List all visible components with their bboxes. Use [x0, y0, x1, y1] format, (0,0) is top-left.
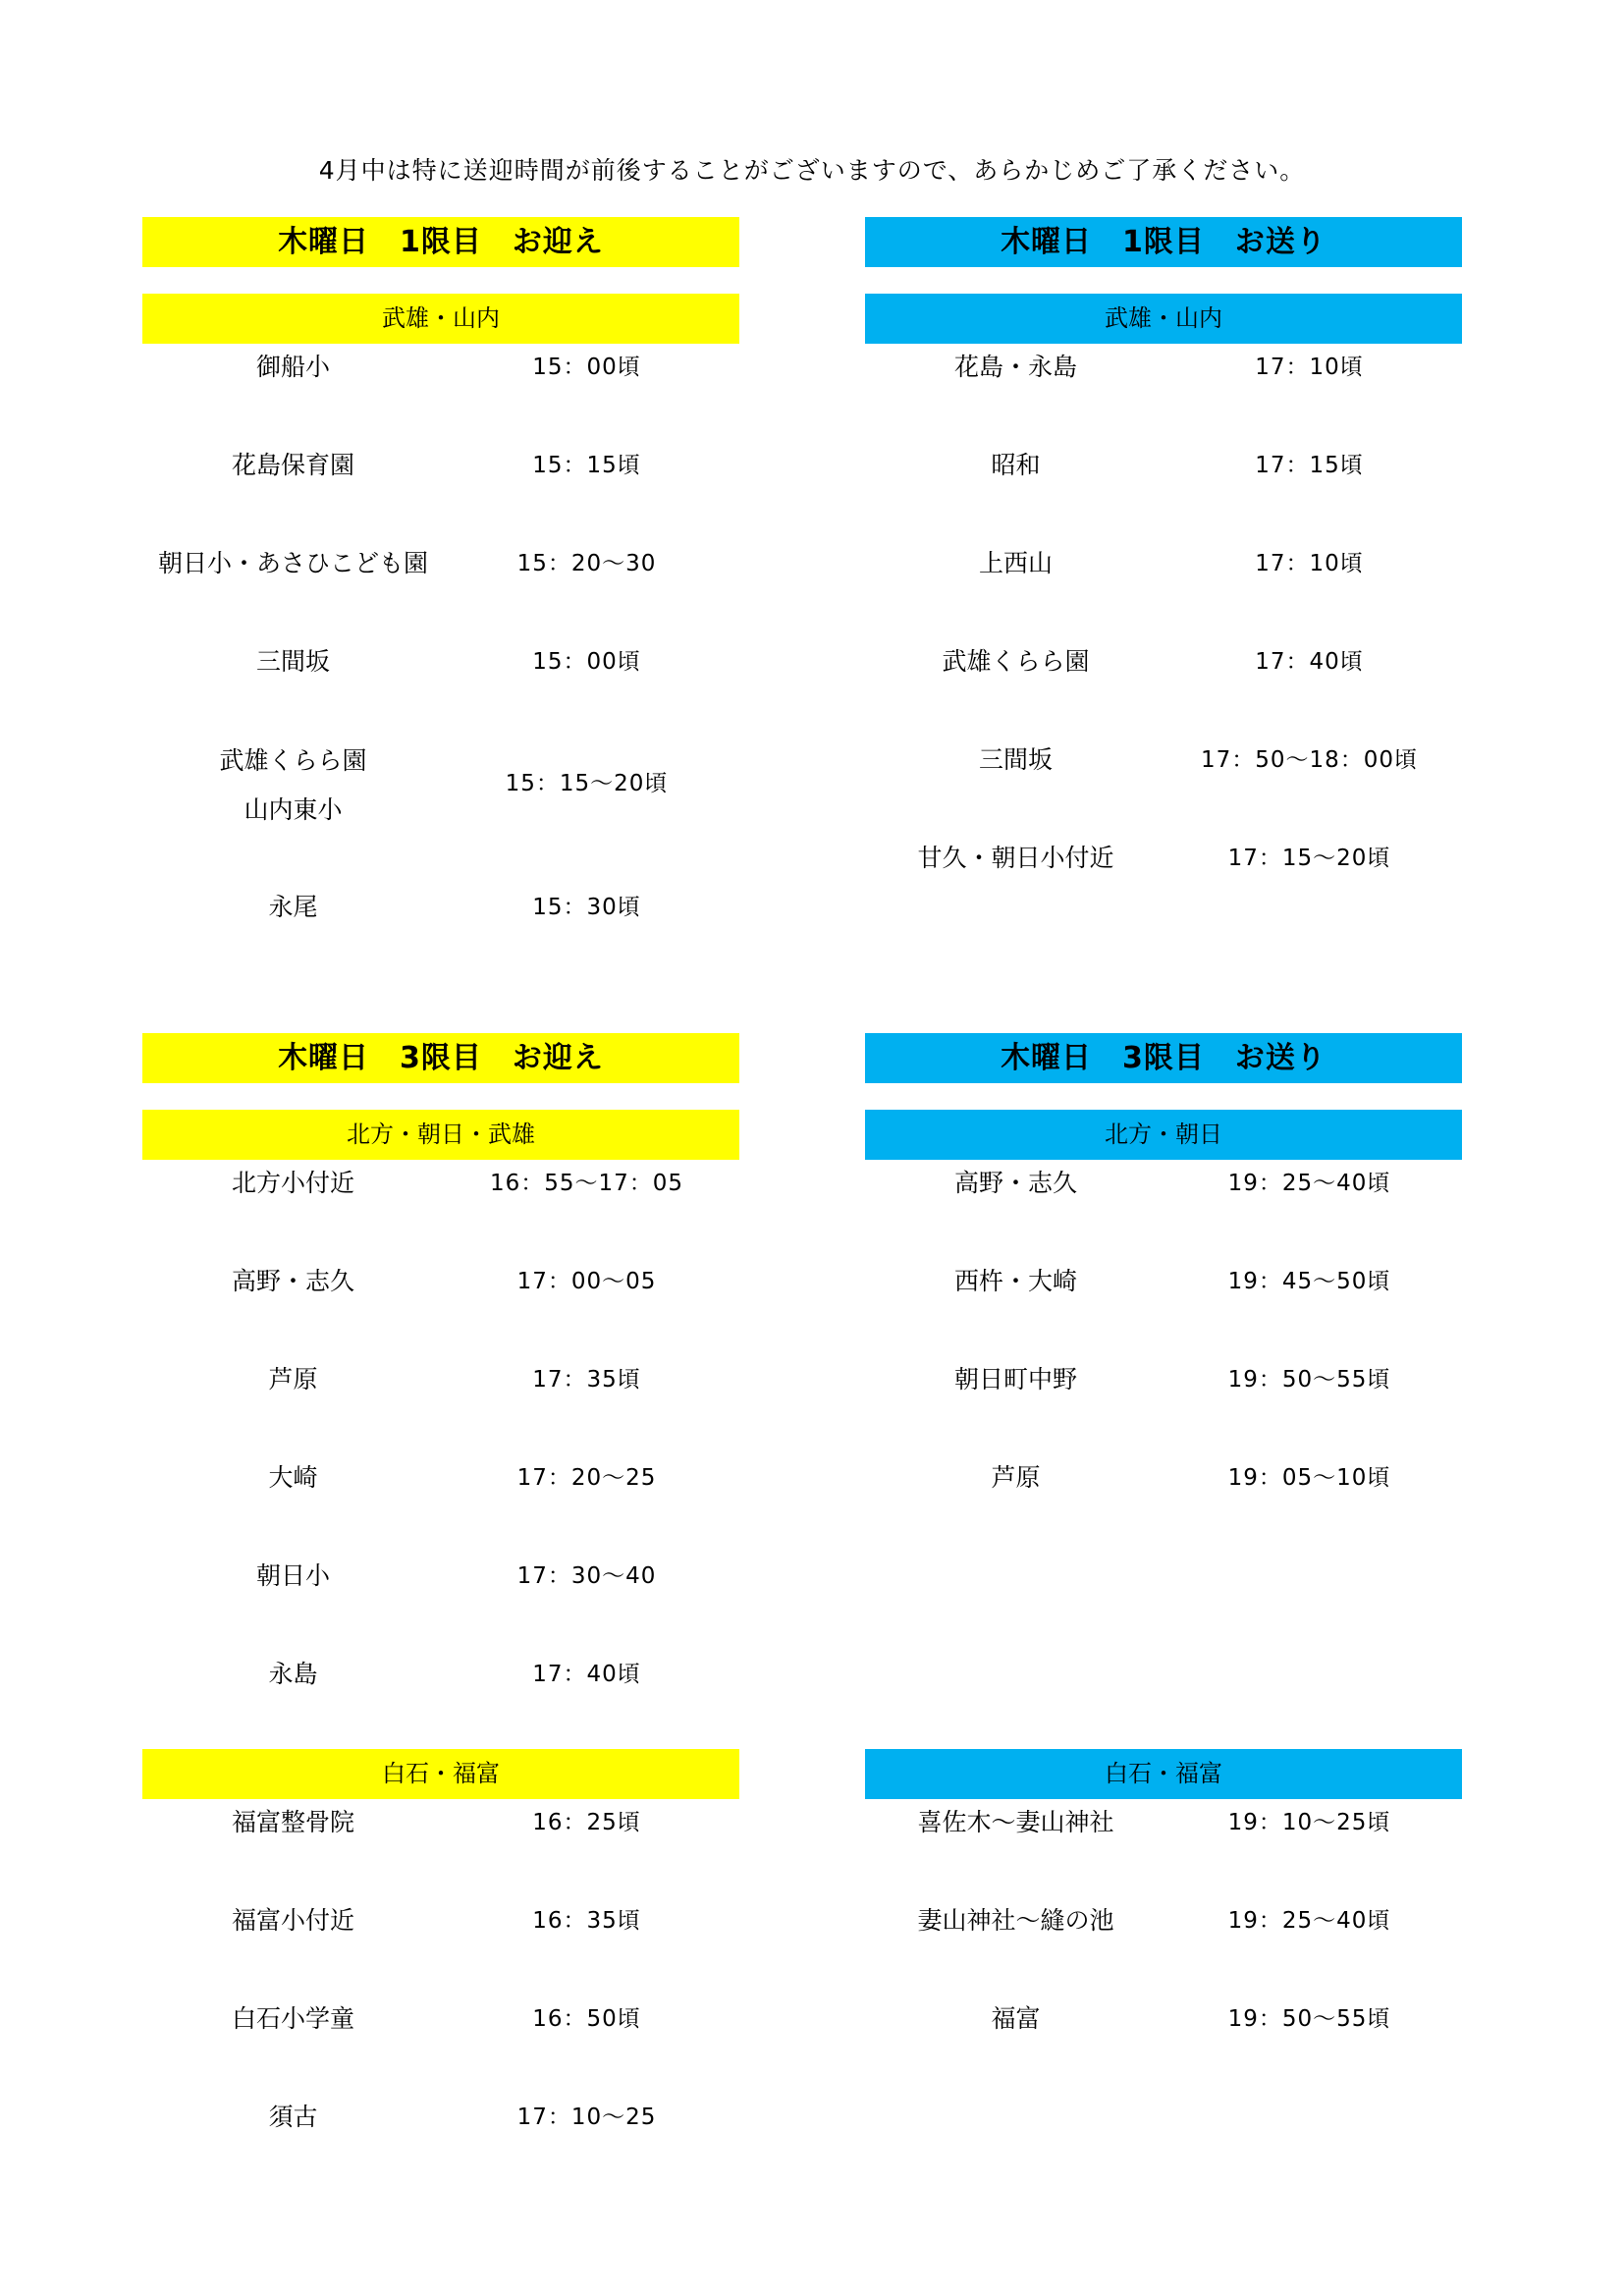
stop-time: 17：10～25: [516, 2105, 657, 2130]
stop-name: 芦原: [991, 1463, 1041, 1492]
stop-time: 19：05～10頃: [1227, 1465, 1391, 1491]
stop-time: 19：25～40頃: [1227, 1171, 1391, 1196]
stop-name: 高野・志久: [231, 1267, 354, 1295]
stop-name: 福富: [991, 2004, 1041, 2033]
schedule-row: [865, 1454, 1462, 1503]
stop-name: 甘久・朝日小付近: [917, 844, 1114, 872]
stop-time: 17：30～40: [516, 1563, 657, 1589]
schedule-row: [142, 1454, 739, 1503]
stop-time: 17：20～25: [516, 1465, 657, 1491]
stop-time: 17：35頃: [532, 1367, 641, 1393]
section-title: 木曜日 1限目 お送り: [865, 217, 1462, 267]
area-header: 白石・福富: [865, 1749, 1462, 1799]
area-header: 武雄・山内: [865, 294, 1462, 344]
thursday-period3-dropoff: [865, 1033, 1462, 2033]
stop-name: 福富小付近: [231, 1906, 354, 1935]
schedule-row: [865, 1897, 1462, 1946]
schedule-row: [865, 737, 1462, 786]
stop-name: 花島・永島: [953, 353, 1077, 381]
stop-time: 19：50～55頃: [1227, 2006, 1391, 2032]
schedule-row: [865, 1160, 1462, 1209]
stop-time: 17：00～05: [516, 1269, 657, 1294]
stop-time: 19：45～50頃: [1227, 1269, 1391, 1294]
stop-time: 17：15頃: [1255, 453, 1364, 478]
schedule-row: [865, 1258, 1462, 1307]
schedule-row: [865, 1356, 1462, 1405]
section-title: 木曜日 1限目 お迎え: [142, 217, 739, 267]
section-title: 木曜日 3限目 お送り: [865, 1033, 1462, 1083]
schedule-row: [142, 442, 739, 491]
stop-name: 昭和: [991, 451, 1041, 479]
schedule-row: [865, 638, 1462, 687]
stop-time: 16：25頃: [532, 1810, 641, 1835]
stop-name: 高野・志久: [953, 1169, 1077, 1197]
thursday-period3-pickup: [142, 1033, 739, 2131]
stop-name: 武雄くらら園: [942, 647, 1090, 676]
thursday-period1-pickup: [142, 217, 739, 921]
stop-name: 御船小: [255, 353, 330, 381]
stop-time: 17：10頃: [1255, 355, 1364, 380]
schedule-row: [142, 2094, 739, 2143]
schedule-row: [142, 638, 739, 687]
stop-name: 北方小付近: [231, 1169, 354, 1197]
area-header: 北方・朝日・武雄: [142, 1110, 739, 1160]
stop-time: 16：50頃: [532, 2006, 641, 2032]
area-header: 武雄・山内: [142, 294, 739, 344]
stop-time: 17：15～20頃: [1227, 846, 1391, 871]
schedule-row: [865, 835, 1462, 884]
stop-time: 15：00頃: [532, 649, 641, 675]
stop-time: 19：50～55頃: [1227, 1367, 1391, 1393]
stop-name: 朝日町中野: [953, 1365, 1077, 1394]
schedule-row: [865, 442, 1462, 491]
schedule-row: [142, 1897, 739, 1946]
stop-time: 15：15～20頃: [505, 771, 669, 796]
stop-time: 15：00頃: [532, 355, 641, 380]
area-group: [142, 294, 739, 921]
stop-name: 朝日小: [255, 1561, 330, 1590]
schedule-row: [142, 1799, 739, 1848]
schedule-row: [142, 1651, 739, 1700]
stop-name: 武雄くらら園 山内東小: [219, 746, 367, 824]
schedule-row: [142, 540, 739, 589]
area-group: [865, 294, 1462, 872]
stop-name: 須古: [268, 2103, 318, 2131]
schedule-row: [865, 1799, 1462, 1848]
stop-time: 17：40頃: [1255, 649, 1364, 675]
stop-name: 上西山: [978, 549, 1053, 577]
section-title: 木曜日 3限目 お迎え: [142, 1033, 739, 1083]
area-group: [865, 1110, 1462, 1492]
schedule-row: [142, 1258, 739, 1307]
stop-time: 16：35頃: [532, 1908, 641, 1934]
stop-time: 17：40頃: [532, 1662, 641, 1687]
area-group: [865, 1749, 1462, 2033]
stop-time: 15：15頃: [532, 453, 641, 478]
schedule-row: [142, 884, 739, 933]
schedule-row: [865, 1995, 1462, 2045]
stop-time: 17：50～18：00頃: [1200, 747, 1419, 773]
schedule-row: [142, 1356, 739, 1405]
notice-text: 4月中は特に送迎時間が前後することがございますので、あらかじめご了承ください。: [318, 156, 1306, 185]
area-header: 北方・朝日: [865, 1110, 1462, 1160]
stop-name: 白石小学童: [231, 2004, 354, 2033]
thursday-period1-dropoff: [865, 217, 1462, 872]
stop-name: 永島: [268, 1660, 318, 1688]
schedule-row: [865, 540, 1462, 589]
stop-name: 花島保育園: [231, 451, 354, 479]
schedule-row: [142, 1995, 739, 2045]
stop-name: 芦原: [268, 1365, 318, 1394]
area-header: 白石・福富: [142, 1749, 739, 1799]
stop-name: 西杵・大崎: [953, 1267, 1077, 1295]
stop-name: 喜佐木～妻山神社: [917, 1808, 1114, 1836]
stop-name: 朝日小・あさひこども園: [157, 549, 428, 577]
stop-name: 大崎: [268, 1463, 318, 1492]
schedule-row: [142, 1553, 739, 1602]
schedule-row: [142, 344, 739, 393]
schedule-row: [142, 737, 739, 835]
stop-time: 15：30頃: [532, 895, 641, 920]
stop-time: 19：10～25頃: [1227, 1810, 1391, 1835]
stop-name: 三間坂: [978, 745, 1053, 774]
stop-name: 妻山神社～縫の池: [917, 1906, 1114, 1935]
stop-name: 福富整骨院: [231, 1808, 354, 1836]
stop-time: 15：20～30: [516, 551, 657, 576]
stop-time: 16：55～17：05: [489, 1171, 684, 1196]
stop-name: 三間坂: [255, 647, 330, 676]
schedule-row: [142, 1160, 739, 1209]
stop-time: 17：10頃: [1255, 551, 1364, 576]
stop-name: 永尾: [268, 893, 318, 921]
schedule-row: [865, 344, 1462, 393]
area-group: [142, 1110, 739, 1688]
area-group: [142, 1749, 739, 2131]
stop-time: 19：25～40頃: [1227, 1908, 1391, 1934]
